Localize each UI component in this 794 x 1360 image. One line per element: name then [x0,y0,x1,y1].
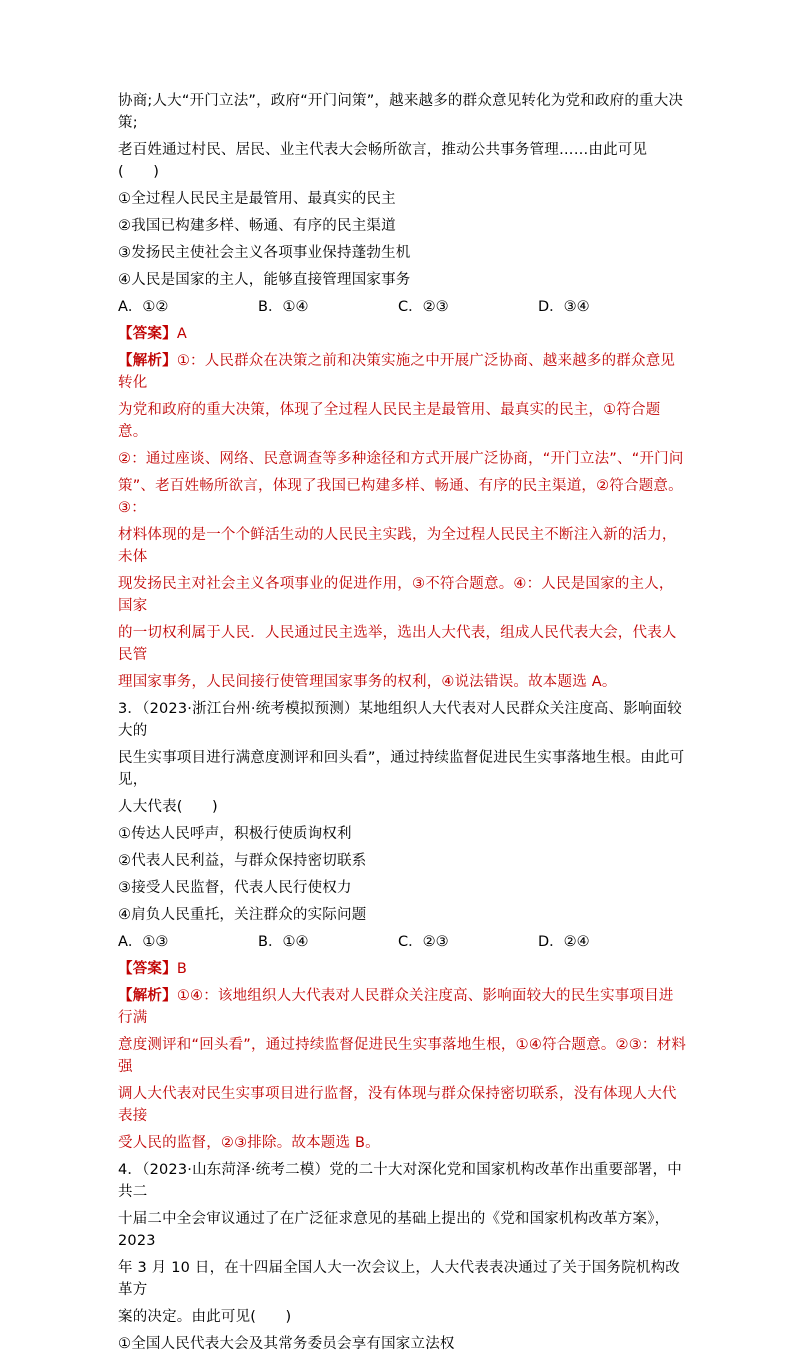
analysis-line: 理国家事务，人民间接行使管理国家事务的权利，④说法错误。故本题选 A。 [118,674,617,690]
option-d: D．②④ [538,934,590,950]
analysis-text: ①：人民群众在决策之前和决策实施之中开展广泛协商、越来越多的群众意见转化 [118,353,676,391]
analysis-line: 意度测评和“回头看”，通过持续监督促进民生实事落地生根，①④符合题意。②③：材料强 [118,1037,687,1075]
answer-options [118,931,688,953]
question-stem-line: 4．（2023·山东菏泽·统考二模）党的二十大对深化党和国家机构改革作出重要部署，中共二 [118,1162,682,1200]
question-3 [118,698,688,1154]
option-d: D．③④ [538,299,590,315]
choice-item: ③发扬民主使社会主义各项事业保持蓬勃生机 [118,245,411,261]
question-stem-line: 3．（2023·浙江台州·统考模拟预测）某地组织人大代表对人民群众关注度高、影响面较大的 [118,701,682,739]
analysis-tag: 【解析】 [118,988,177,1004]
question-stem-line: 年 3 月 10 日，在十四届全国人大一次会议上，人大代表表决通过了关于国务院机构改革方 [118,1260,681,1298]
option-b: B．①④ [258,934,309,950]
question-stem-line: 十届二中全会审议通过了在广泛征求意见的基础上提出的《党和国家机构改革方案》，2023 [118,1211,670,1249]
analysis-line: 策”、老百姓畅所欲言，体现了我国已构建多样、畅通、有序的民主渠道，②符合题意。③： [118,478,683,516]
option-c: C．②③ [398,934,449,950]
analysis-line [118,350,688,394]
question-stem-line: 案的决定。由此可见( ) [118,1309,292,1325]
option-b: B．①④ [258,299,309,315]
choice-item: ②代表人民利益，与群众保持密切联系 [118,853,367,869]
page-content [118,90,688,1360]
choice-item: ①传达人民呼声，积极行使质询权利 [118,826,352,842]
analysis-line [118,985,688,1029]
question-4 [118,1159,688,1355]
analysis-line: 受人民的监督，②③排除。故本题选 B。 [118,1135,380,1151]
analysis-line: 的一切权利属于人民．人民通过民主选举，选出人大代表，组成人民代表大会，代表人民管 [118,625,677,663]
choice-item: ④人民是国家的主人，能够直接管理国家事务 [118,272,411,288]
option-c: C．②③ [398,299,449,315]
answer-line [118,958,688,980]
choice-item: ③接受人民监督，代表人民行使权力 [118,880,352,896]
choice-item: ②我国已构建多样、畅通、有序的民主渠道 [118,218,396,234]
answer-options [118,296,688,318]
answer-value: A [176,326,187,342]
analysis-line: ②：通过座谈、网络、民意调查等多种途径和方式开展广泛协商，“开门立法”、“开门问 [118,451,684,467]
question-stem-line: 协商;人大“开门立法”，政府“开门问策”，越来越多的群众意见转化为党和政府的重大决策; [118,93,684,131]
answer-tag: 【答案】 [118,961,177,977]
option-a: A．①② [118,299,169,315]
option-a: A．①③ [118,934,169,950]
choice-item: ④肩负人民重托，关注群众的实际问题 [118,907,367,923]
analysis-text: ①④：该地组织人大代表对人民群众关注度高、影响面较大的民生实事项目进行满 [118,988,674,1026]
analysis-line: 现发扬民主对社会主义各项事业的促进作用，③不符合题意。④：人民是国家的主人，国家 [118,576,674,614]
analysis-line: 为党和政府的重大决策，体现了全过程人民民主是最管用、最真实的民主，①符合题意。 [118,402,661,440]
question-2 [118,90,688,693]
question-stem-line: 老百姓通过村民、居民、业主代表大会畅所欲言，推动公共事务管理……由此可见( ) [118,142,648,180]
answer-tag: 【答案】 [118,326,177,342]
question-stem-line: 民生实事项目进行满意度测评和回头看”，通过持续监督促进民生实事落地生根。由此可见， [118,750,685,788]
answer-line [118,323,688,345]
choice-item: ①全过程人民民主是最管用、最真实的民主 [118,191,396,207]
answer-value: B [176,961,187,977]
analysis-tag: 【解析】 [118,353,177,369]
choice-item: ①全国人民代表大会及其常务委员会享有国家立法权 [118,1336,455,1352]
analysis-line: 调人大代表对民生实事项目进行监督，没有体现与群众保持密切联系，没有体现人大代表接 [118,1086,677,1124]
question-stem-line: 人大代表( ) [118,799,218,815]
analysis-line: 材料体现的是一个个鲜活生动的人民民主实践，为全过程人民民主不断注入新的活力，未体 [118,527,677,565]
